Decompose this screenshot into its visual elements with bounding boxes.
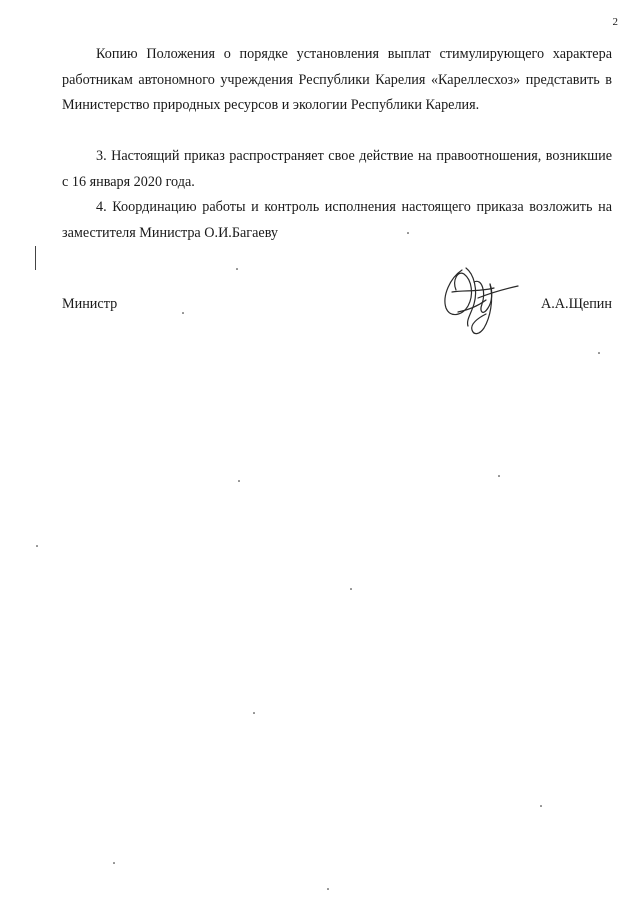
margin-mark (35, 246, 36, 270)
scan-speck (236, 268, 238, 270)
signatory-role: Министр (62, 296, 118, 312)
scan-speck (350, 588, 352, 590)
signature-block (62, 296, 612, 322)
page-number: 2 (612, 16, 618, 28)
scan-speck (253, 712, 255, 714)
scan-speck (238, 480, 240, 482)
scan-speck (598, 352, 600, 354)
scan-speck (36, 545, 38, 547)
paragraph-copy-regulation: Копию Положения о порядке установления выплат стимулирующего характера работникам автономного учреждения Республики Карелия «Кареллесхоз» представить в Министерство природных ресурсов и экологии Республики Карелия. (62, 46, 612, 114)
scan-speck (540, 805, 542, 807)
scan-speck (327, 888, 329, 890)
paragraph-4-coordination: 4. Координацию работы и контроль исполнения настоящего приказа возложить на заместителя Министра О.И.Багаеву (62, 199, 612, 241)
scan-speck (407, 232, 409, 234)
scan-speck (498, 475, 500, 477)
handwritten-signature (438, 262, 522, 342)
signatory-name: А.А.Щепин (541, 296, 612, 312)
paragraph-3-effective-date: 3. Настоящий приказ распространяет свое действие на правоотношения, возникшие с 16 января 2020 года. (62, 148, 612, 190)
scan-speck (182, 312, 184, 314)
scan-speck (113, 862, 115, 864)
